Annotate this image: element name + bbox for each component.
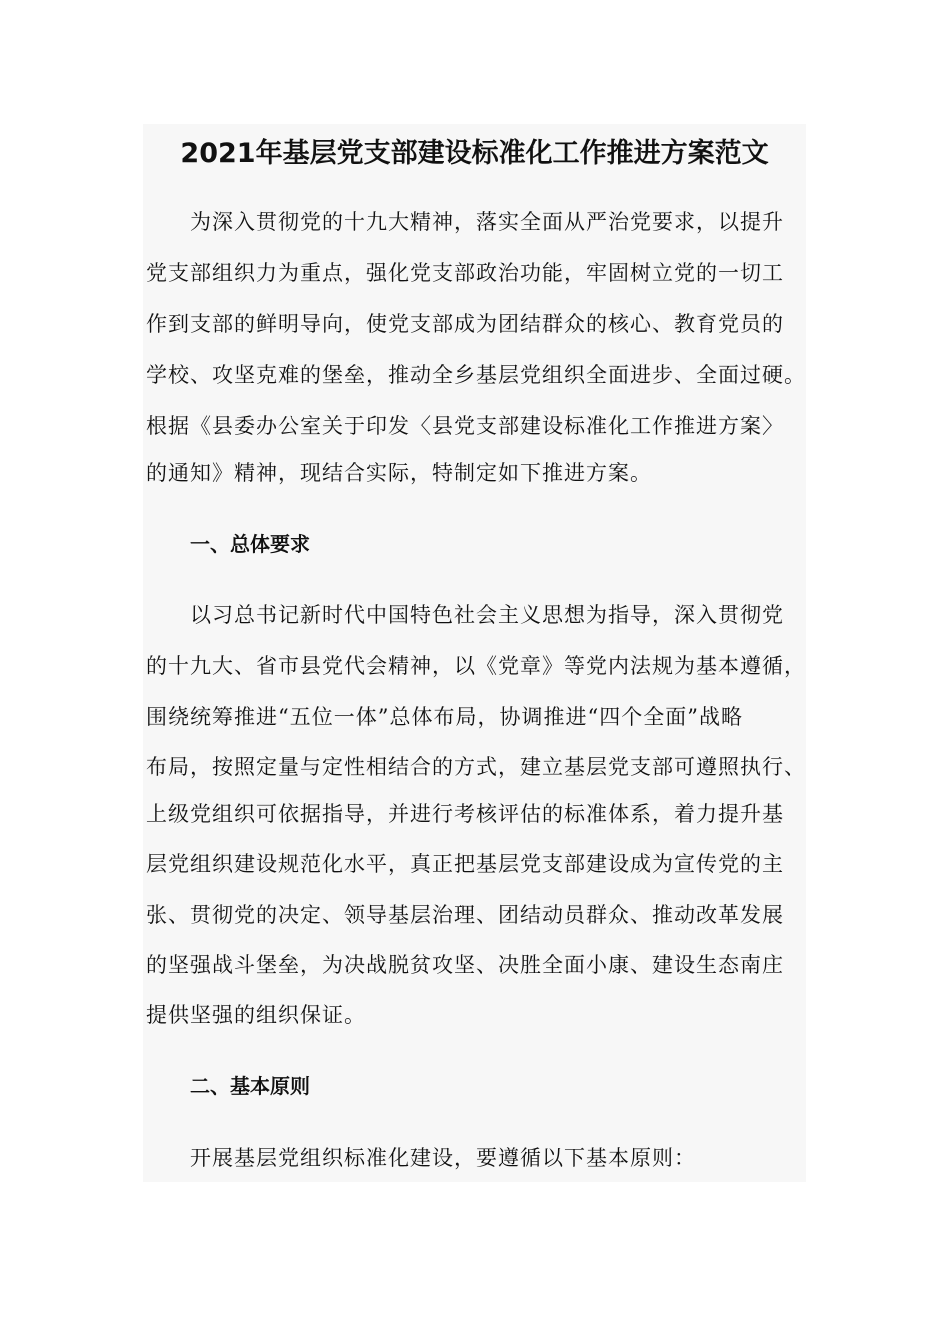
intro-line: 作到支部的鲜明导向，使党支部成为团结群众的核心、教育党员的	[146, 312, 784, 336]
paragraph-line: 以习总书记新时代中国特色社会主义思想为指导，深入贯彻党	[190, 603, 784, 627]
intro-line: 为深入贯彻党的十九大精神，落实全面从严治党要求，以提升	[190, 210, 784, 234]
paragraph-line: 层党组织建设规范化水平，真正把基层党支部建设成为宣传党的主	[146, 852, 784, 876]
paragraph-line: 提供坚强的组织保证。	[146, 1003, 366, 1027]
paragraph-line: 上级党组织可依据指导，并进行考核评估的标准体系，着力提升基	[146, 802, 784, 826]
paragraph-line: 围绕统筹推进“五位一体”总体布局，协调推进“四个全面”战略	[146, 705, 743, 729]
paragraph-line: 的十九大、省市县党代会精神，以《党章》等党内法规为基本遵循，	[146, 654, 806, 678]
intro-line: 的通知》精神，现结合实际，特制定如下推进方案。	[146, 461, 652, 485]
paragraph-line: 开展基层党组织标准化建设，要遵循以下基本原则：	[190, 1146, 696, 1170]
paragraph-line: 布局，按照定量与定性相结合的方式，建立基层党支部可遵照执行、	[146, 755, 806, 779]
intro-line: 根据《县委办公室关于印发〈县党支部建设标准化工作推进方案〉	[146, 414, 784, 438]
paragraph-line: 的坚强战斗堡垒，为决战脱贫攻坚、决胜全面小康、建设生态南庄	[146, 953, 784, 977]
document-title: 2021年基层党支部建设标准化工作推进方案范文	[180, 138, 769, 169]
intro-line: 党支部组织力为重点，强化党支部政治功能，牢固树立党的一切工	[146, 261, 784, 285]
section-heading-general-requirements: 一、总体要求	[190, 532, 310, 556]
paragraph-line: 张、贯彻党的决定、领导基层治理、团结动员群众、推动改革发展	[146, 903, 784, 927]
intro-line: 学校、攻坚克难的堡垒，推动全乡基层党组织全面进步、全面过硬。	[146, 363, 806, 387]
section-heading-basic-principles: 二、基本原则	[190, 1074, 310, 1098]
